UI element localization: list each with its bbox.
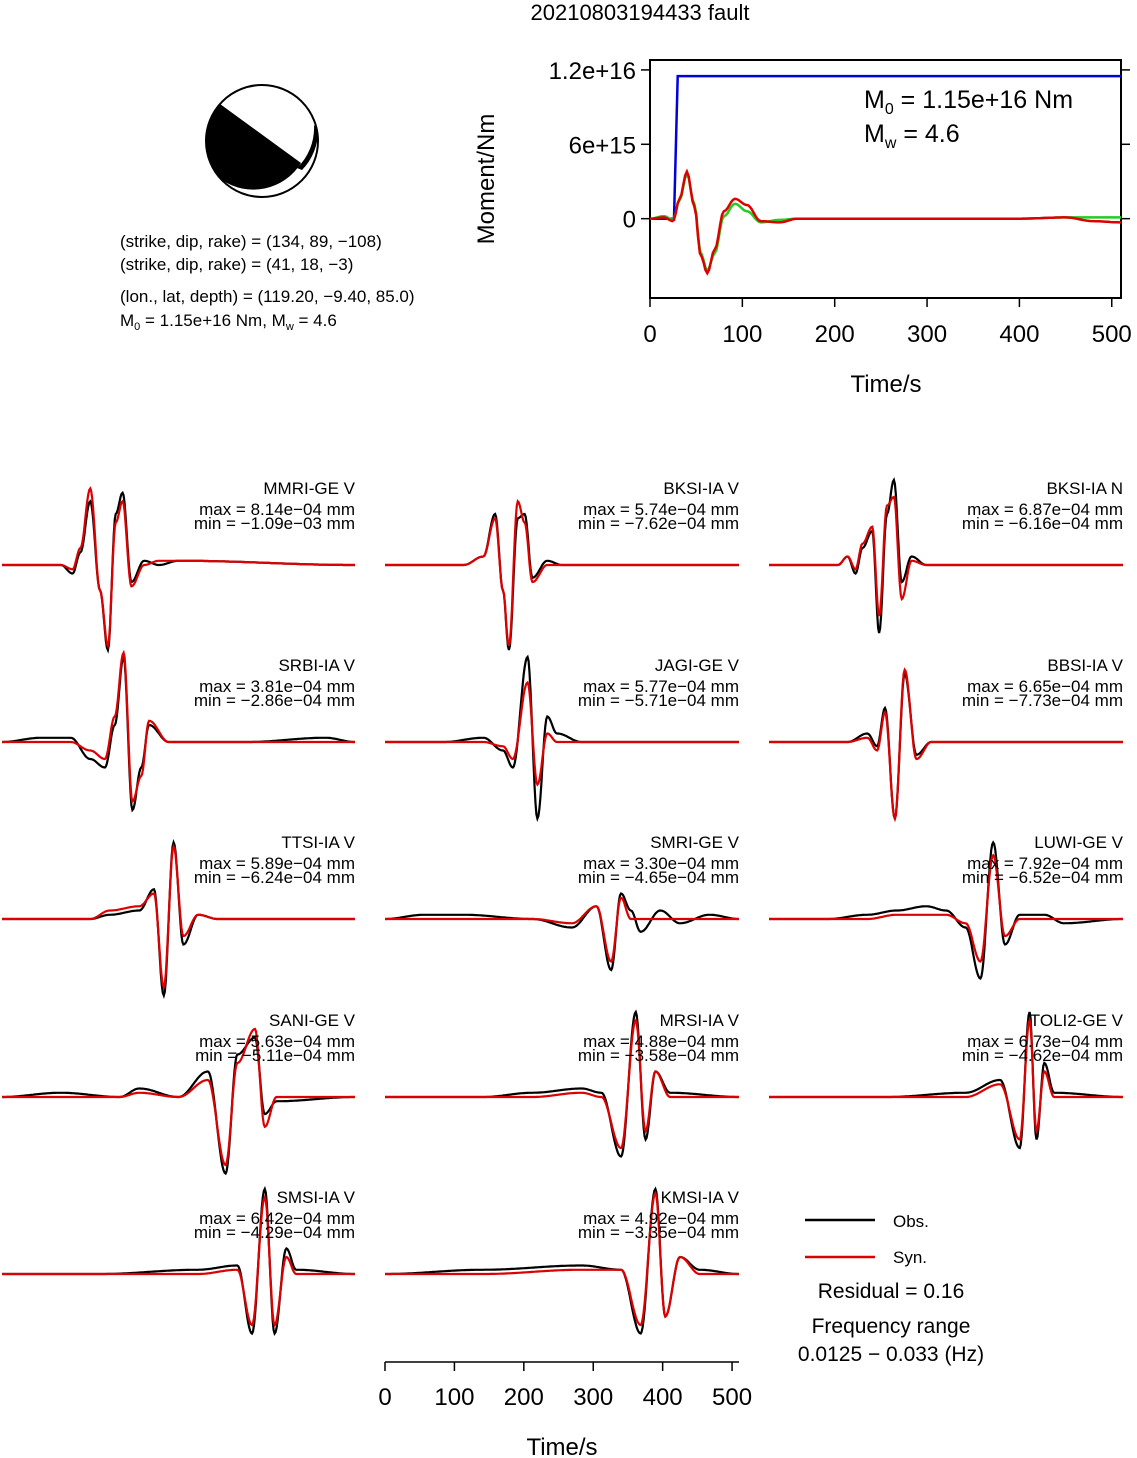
moment-xtick-label: 500 <box>1091 321 1132 348</box>
station-name: TTSI-IA V <box>281 833 355 852</box>
station-max: max = 8.14e−04 mm <box>199 500 355 519</box>
station-min: min = −6.24e−04 mm <box>193 868 355 887</box>
station-min: min = −5.11e−04 mm <box>195 1046 355 1065</box>
moment-annotation-mw: $M_w = 4.6$ <box>864 120 960 152</box>
station-name: SANI-GE V <box>269 1011 355 1030</box>
legend <box>798 1212 984 1366</box>
moment-ytick-label: 0 <box>622 206 636 234</box>
moment-ylabel: Moment/Nm <box>473 113 500 245</box>
stf-red-curve <box>650 172 1121 274</box>
station-max: max = 6.73e−04 mm <box>967 1032 1123 1051</box>
residual-text: Residual = 0.16 <box>817 1280 965 1303</box>
time-axis-tick-label: 300 <box>573 1384 614 1411</box>
station-max: max = 5.77e−04 mm <box>583 677 739 696</box>
station-max: max = 6.65e−04 mm <box>967 677 1123 696</box>
mechanism-line-2: (strike, dip, rake) = (41, 18, −3) <box>120 255 354 274</box>
station-min: min = −4.65e−04 mm <box>577 868 739 887</box>
mechanism-moment-line: $M_0 = 1.15e+16$ Nm, $M_w = 4.6$ <box>120 311 337 333</box>
mechanism-line-3: (lon., lat, depth) = (119.20, −9.40, 85.0) <box>120 287 415 306</box>
station-panel <box>385 1188 740 1334</box>
station-panel <box>769 656 1124 819</box>
moment-annotation-m0: $M_0 = 1.15e+16$ Nm <box>864 86 1074 118</box>
station-panel <box>2 479 356 650</box>
moment-xtick-label: 300 <box>907 321 948 348</box>
station-max: max = 4.92e−04 mm <box>583 1209 739 1228</box>
observed-trace <box>385 514 739 650</box>
waveform-xlabel: Time/s <box>526 1434 598 1458</box>
station-max: max = 5.63e−04 mm <box>199 1032 355 1051</box>
station-max: max = 4.88e−04 mm <box>583 1032 739 1051</box>
station-min: min = −3.58e−04 mm <box>577 1046 739 1065</box>
station-name: SMSI-IA V <box>276 1188 355 1207</box>
station-max: max = 3.30e−04 mm <box>583 854 739 873</box>
station-panel <box>2 653 356 810</box>
station-panel <box>385 656 740 819</box>
station-name: SMRI-GE V <box>650 833 739 852</box>
station-max: max = 6.42e−04 mm <box>199 1209 355 1228</box>
time-axis-tick-label: 0 <box>378 1384 392 1411</box>
station-panel <box>2 833 356 996</box>
station-min: min = −6.16e−04 mm <box>961 514 1123 533</box>
station-panel <box>385 1011 740 1157</box>
moment-xtick-label: 400 <box>999 321 1040 348</box>
waveform-time-axis <box>378 1362 752 1458</box>
observed-trace <box>385 894 739 971</box>
legend-obs-label: Obs. <box>893 1212 929 1231</box>
station-name: SRBI-IA V <box>278 656 355 675</box>
station-min: min = −5.71e−04 mm <box>577 691 739 710</box>
station-min: min = −1.09e−03 mm <box>193 514 355 533</box>
moment-xlabel: Time/s <box>850 371 922 398</box>
station-min: min = −7.73e−04 mm <box>961 691 1123 710</box>
time-axis-tick-label: 100 <box>434 1384 475 1411</box>
moment-ytick-label: 6e+15 <box>568 132 636 160</box>
station-panel <box>385 479 740 650</box>
moment-xtick-label: 100 <box>722 321 763 348</box>
station-max: max = 6.87e−04 mm <box>967 500 1123 519</box>
station-name: BBSI-IA V <box>1047 656 1123 675</box>
synthetic-trace <box>385 898 739 962</box>
station-max: max = 3.81e−04 mm <box>199 677 355 696</box>
station-max: max = 7.92e−04 mm <box>967 854 1123 873</box>
station-max: max = 5.74e−04 mm <box>583 500 739 519</box>
station-name: MMRI-GE V <box>263 479 355 498</box>
station-name: TOLI2-GE V <box>1029 1011 1123 1030</box>
station-name: BKSI-IA V <box>663 479 739 498</box>
legend-syn-label: Syn. <box>893 1248 928 1267</box>
station-panel <box>769 479 1123 633</box>
station-panel <box>2 1188 356 1334</box>
station-min: min = −3.35e−04 mm <box>577 1223 739 1242</box>
time-axis-tick-label: 500 <box>712 1384 753 1411</box>
station-name: LUWI-GE V <box>1034 833 1123 852</box>
station-panel <box>769 833 1124 979</box>
station-min: min = −6.52e−04 mm <box>961 868 1123 887</box>
figure-title: 20210803194433 fault <box>530 0 750 25</box>
station-max: max = 5.89e−04 mm <box>199 854 355 873</box>
station-name: KMSI-IA V <box>660 1188 739 1207</box>
time-axis-tick-label: 400 <box>642 1384 683 1411</box>
station-min: min = −4.29e−04 mm <box>193 1223 355 1242</box>
frequency-value: 0.0125 − 0.033 (Hz) <box>797 1343 985 1366</box>
synthetic-trace <box>2 653 355 802</box>
mechanism-line-1: (strike, dip, rake) = (134, 89, −108) <box>120 232 382 251</box>
waveform-grid <box>2 479 1124 1334</box>
station-min: min = −4.62e−04 mm <box>961 1046 1123 1065</box>
moment-xtick-label: 0 <box>643 321 657 348</box>
station-panel <box>769 1011 1124 1148</box>
frequency-title: Frequency range <box>811 1315 971 1338</box>
station-min: min = −2.86e−04 mm <box>193 691 355 710</box>
station-min: min = −7.62e−04 mm <box>577 514 739 533</box>
time-axis-tick-label: 200 <box>503 1384 544 1411</box>
beachball-icon <box>206 85 318 197</box>
station-panel <box>2 1011 356 1174</box>
station-name: JAGI-GE V <box>654 656 739 675</box>
station-panel <box>385 833 740 970</box>
station-name: BKSI-IA N <box>1046 479 1123 498</box>
moment-rate-chart <box>473 58 1132 398</box>
station-name: MRSI-IA V <box>659 1011 739 1030</box>
moment-xtick-label: 200 <box>814 321 855 348</box>
moment-ytick-label: 1.2e+16 <box>548 57 636 85</box>
